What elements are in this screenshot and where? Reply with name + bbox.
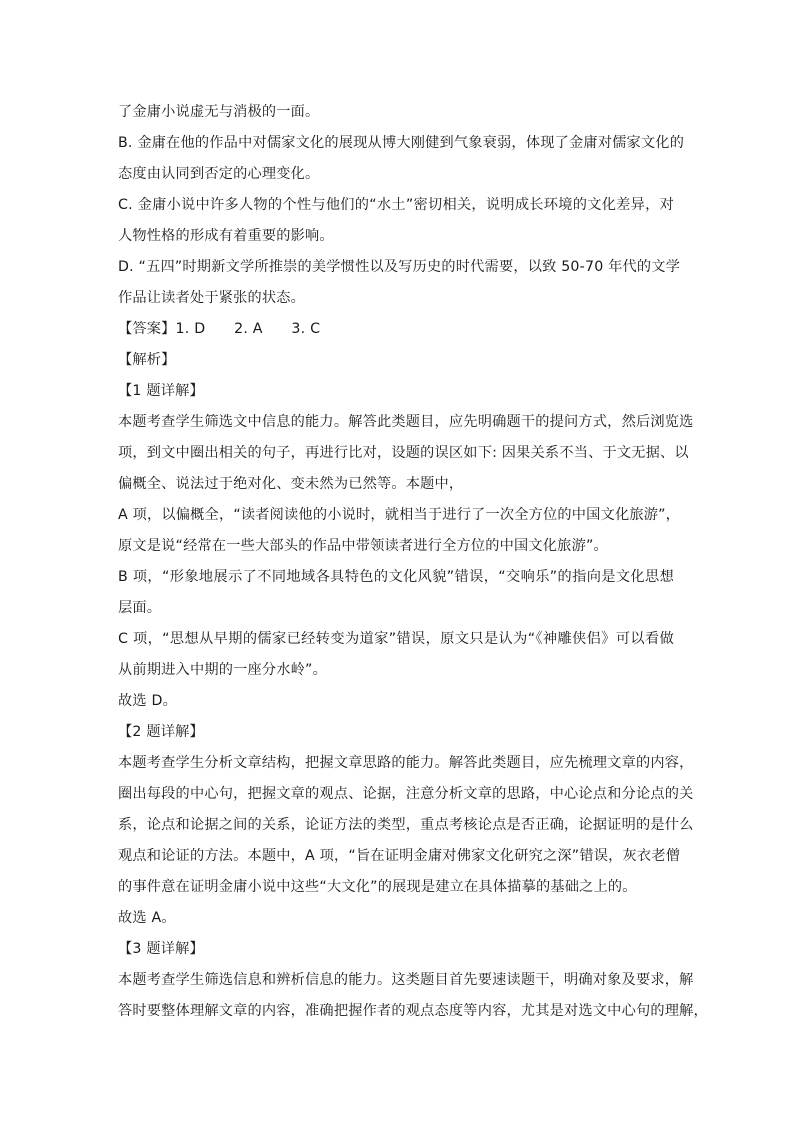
text-line: 本题考查学生筛选文中信息的能力。解答此类题目，应先明确题干的提问方式，然后浏览选 [118,414,694,430]
text-line: 从前期进入中期的一座分水岭”。 [118,662,327,678]
text-line: 的事件意在证明金庸小说中这些“大文化”的展现是建立在具体描摹的基础之上的。 [118,879,637,895]
text-line: 作品让读者处于紧张的状态。 [118,290,306,306]
section-heading: 【3 题详解】 [118,941,204,957]
text-line: 圈出每段的中心句，把握文章的观点、论据，注意分析文章的思路，中心论点和分论点的关 [118,786,694,802]
text-line: C. 金庸小说中许多人物的个性与他们的“水土”密切相关，说明成长环境的文化差异，对 [118,197,674,213]
text-line: A 项，以偏概全，“读者阅读他的小说时，就相当于进行了一次全方位的中国文化旅游”， [118,507,681,523]
text-line: C 项，“思想从早期的儒家已经转变为道家”错误，原文只是认为“《神雕侠侣》可以看做 [118,631,674,647]
text-line: 态度由认同到否定的心理变化。 [118,166,320,182]
text-line: 本题考查学生筛选信息和辨析信息的能力。这类题目首先要速读题干，明确对象及要求，解 [118,972,694,988]
section-heading: 【1 题详解】 [118,383,204,399]
answer-line: 【答案】1. D 2. A 3. C [118,321,321,337]
text-line: 人物性格的形成有着重要的影响。 [118,228,334,244]
text-line: 原文是说“经常在一些大部头的作品中带领读者进行全方位的中国文化旅游”。 [118,538,608,554]
text-line: 项，到文中圈出相关的句子，再进行比对，设题的误区如下: 因果关系不当、于文无据、以 [118,445,689,461]
text-line: B. 金庸在他的作品中对儒家文化的展现从博大刚健到气象衰弱，体现了金庸对儒家文化的 [118,135,685,151]
text-line: 故选 D。 [118,693,177,709]
text-line: 偏概全、说法过于绝对化、变未然为已然等。本题中， [118,476,464,492]
text-line: D. “五四”时期新文学所推崇的美学惯性以及写历史的时代需要，以致 50-70 年代的文学 [118,259,681,275]
text-line: 层面。 [118,600,162,616]
text-line: B 项，“形象地展示了不同地域各具特色的文化风貌”错误，“交响乐”的指向是文化思想 [118,569,674,585]
text-line: 观点和论证的方法。本题中，A 项，“旨在证明金庸对佛家文化研究之深”错误，灰衣老僧 [118,848,681,864]
text-line: 故选 A。 [118,910,176,926]
text-line: 本题考查学生分析文章结构，把握文章思路的能力。解答此类题目，应先梳理文章的内容， [118,755,694,771]
section-heading: 【解析】 [118,352,176,368]
text-line: 了金庸小说虚无与消极的一面。 [118,104,320,120]
text-line: 答时要整体理解文章的内容，准确把握作者的观点态度等内容，尤其是对选文中心句的理解， [118,1003,708,1019]
section-heading: 【2 题详解】 [118,724,204,740]
text-line: 系，论点和论据之间的关系，论证方法的类型，重点考核论点是否正确，论据证明的是什么 [118,817,694,833]
